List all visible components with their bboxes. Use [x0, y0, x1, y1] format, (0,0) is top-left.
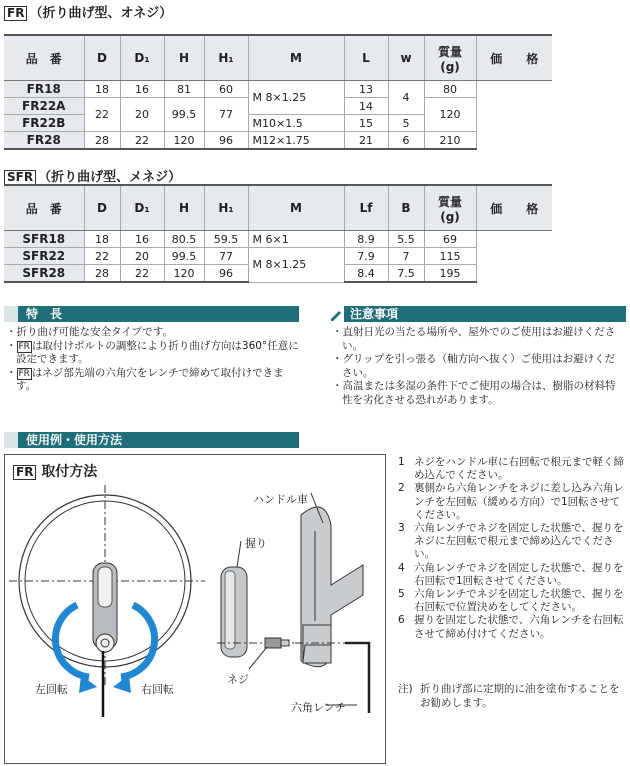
column-header: w — [388, 35, 424, 81]
cell-mass: 115 — [424, 248, 476, 265]
grip-illustration — [217, 541, 305, 669]
part-number: SFR22 — [4, 248, 84, 265]
step-text: 裏側から六角レンチをネジに差し込み六角レンチを左回転（緩める方向）で1回転させてください。 — [414, 482, 624, 521]
cell-w: 5 — [388, 115, 424, 132]
cell-h1: 60 — [204, 81, 248, 98]
cell-d: 22 — [84, 98, 120, 132]
list-item: ・高温または多湿の条件下でご使用の場合は、樹脂の材料特性を劣化させる恐れがあります。 — [332, 380, 616, 406]
cell-h1: 96 — [204, 265, 248, 283]
table-row — [4, 132, 552, 150]
cell-h: 120 — [164, 132, 204, 150]
fr-code-box: FR — [13, 465, 36, 480]
column-header: 価 格 — [476, 185, 552, 231]
features-title: 特 長 — [26, 307, 63, 321]
cell-price — [476, 265, 552, 283]
column-header: D₁ — [120, 185, 164, 231]
cell-mass: 120 — [424, 98, 476, 132]
part-number: FR18 — [4, 81, 84, 98]
step-number: 5 — [398, 588, 405, 601]
section-marker — [4, 432, 18, 448]
column-header: H — [164, 185, 204, 231]
step-text: 六角レンチでネジを固定した状態で、握りを右回転で位置決めをしてください。 — [414, 588, 624, 614]
cell-l: 21 — [344, 132, 388, 150]
cell-d: 28 — [84, 265, 120, 283]
fr-title-text: （折り曲げ型、オネジ） — [29, 6, 173, 21]
cell-d: 22 — [84, 248, 120, 265]
list-item: ・直射日光の当たる場所や、屋外でのご使用はお避けください。 — [332, 326, 616, 352]
features-list — [6, 326, 302, 394]
cell-d: 18 — [84, 231, 120, 248]
cell-h1: 77 — [204, 248, 248, 265]
fr-section-title — [4, 2, 172, 21]
cell-l: 14 — [344, 98, 388, 115]
caution-header — [328, 306, 626, 322]
cell-d: 28 — [84, 132, 120, 150]
sfr-title-text: （折り曲げ型、メネジ） — [38, 170, 182, 185]
column-header: 質量 (g) — [424, 35, 476, 81]
step-number: 6 — [398, 614, 405, 627]
step-text: 握りを固定した状態で、六角レンチを右回転させて締め付けてください。 — [414, 614, 624, 640]
footnote — [398, 682, 624, 710]
step-number: 2 — [398, 482, 405, 495]
cell-mass: 195 — [424, 265, 476, 283]
diagram-title-text: 取付方法 — [41, 464, 98, 480]
column-header: 品 番 — [4, 185, 84, 231]
step-number: 3 — [398, 522, 405, 535]
cell-price — [476, 132, 552, 150]
cell-d1: 22 — [120, 265, 164, 283]
column-header: Lf — [344, 185, 388, 231]
sfr-code-box: SFR — [4, 170, 36, 185]
cell-m: M 8×1.25 — [248, 81, 344, 115]
label-left-rotation: 左回転 — [35, 683, 68, 696]
column-header: H₁ — [204, 35, 248, 81]
sfr-section-title — [4, 166, 181, 185]
column-header: H — [164, 35, 204, 81]
part-number: SFR28 — [4, 265, 84, 283]
part-number: FR28 — [4, 132, 84, 150]
steps-list — [398, 456, 624, 641]
label-grip: 握り — [245, 537, 267, 550]
table-header-row — [4, 35, 552, 81]
column-header: H₁ — [204, 185, 248, 231]
list-item — [398, 562, 624, 588]
cell-price — [476, 98, 552, 115]
cell-d1: 16 — [120, 81, 164, 98]
part-number: FR22B — [4, 115, 84, 132]
label-handwheel: ハンドル車 — [253, 493, 308, 506]
usage-title: 使用例・使用方法 — [26, 433, 123, 447]
cell-price — [476, 248, 552, 265]
column-header: D — [84, 35, 120, 81]
cell-h: 81 — [164, 81, 204, 98]
step-number: 1 — [398, 456, 405, 468]
fr-tag: FR — [18, 341, 30, 352]
cell-h1: 59.5 — [204, 231, 248, 248]
column-header: M — [248, 185, 344, 231]
cell-lf: 7.9 — [344, 248, 388, 265]
cell-m: M12×1.75 — [248, 132, 344, 150]
note-text: 折り曲げ部に定期的に油を塗布することをお勧めします。 — [420, 683, 620, 709]
usage-header — [4, 432, 299, 448]
cell-mass: 80 — [424, 81, 476, 98]
cell-mass: 210 — [424, 132, 476, 150]
mounting-diagram — [5, 455, 385, 763]
table-row — [4, 81, 552, 98]
table-header-row — [4, 185, 552, 231]
fr-spec-table — [4, 34, 552, 150]
table-row — [4, 248, 552, 265]
step-text: 六角レンチでネジを固定した状態で、握りを右回転で1回転させてください。 — [414, 561, 624, 587]
cell-d1: 22 — [120, 132, 164, 150]
cell-h: 80.5 — [164, 231, 204, 248]
step-number: 4 — [398, 561, 405, 574]
cell-l: 15 — [344, 115, 388, 132]
cell-m: M10×1.5 — [248, 115, 344, 132]
column-header: D₁ — [120, 35, 164, 81]
label-wrench: 六角レンチ — [291, 701, 346, 714]
fr-code-box: FR — [4, 6, 27, 21]
step-text: 六角レンチでネジを固定した状態で、握りをネジに左回転で根元まで締め込んでください。 — [414, 522, 624, 561]
section-marker — [4, 306, 18, 322]
cell-h: 99.5 — [164, 248, 204, 265]
label-screw: ネジ — [227, 673, 249, 686]
cell-d1: 16 — [120, 231, 164, 248]
list-item: ・グリップを引っ張る（軸方向へ抜く）ご使用はお避けください。 — [332, 353, 616, 379]
cell-m: M 8×1.25 — [248, 248, 344, 283]
table-row — [4, 231, 552, 248]
cell-b: 7.5 — [388, 265, 424, 283]
cell-d1: 20 — [120, 248, 164, 265]
list-item: ・ FR はネジ部先端の六角穴をレンチで締めて取付けできます。 — [6, 366, 284, 392]
column-header: D — [84, 185, 120, 231]
column-header: M — [248, 35, 344, 81]
part-number: FR22A — [4, 98, 84, 115]
cell-w: 4 — [388, 81, 424, 115]
column-header: 品 番 — [4, 35, 84, 81]
list-item — [398, 614, 624, 640]
cell-price — [476, 115, 552, 132]
list-item — [398, 456, 624, 482]
caution-title: 注意事項 — [350, 307, 399, 321]
column-header: L — [344, 35, 388, 81]
caution-list — [332, 326, 624, 407]
list-item — [398, 522, 624, 562]
list-item: ・ FR は取付けボルトの調整により折り曲げ方向は360°任意に設定できます。 — [6, 339, 299, 365]
sfr-spec-table — [4, 184, 552, 283]
cell-b: 7 — [388, 248, 424, 265]
cell-h: 99.5 — [164, 98, 204, 132]
handwheel-side-illustration — [295, 493, 369, 713]
cell-price — [476, 231, 552, 248]
features-header — [4, 306, 299, 322]
list-item: ・折り曲げ可能な安全タイプです。 — [6, 326, 173, 338]
cell-h1: 96 — [204, 132, 248, 150]
cell-mass: 69 — [424, 231, 476, 248]
cell-h1: 77 — [204, 98, 248, 132]
pencil-icon — [328, 306, 344, 322]
cell-lf: 8.4 — [344, 265, 388, 283]
cell-h: 120 — [164, 265, 204, 283]
cell-m: M 6×1 — [248, 231, 344, 248]
cell-price — [476, 81, 552, 98]
cell-lf: 8.9 — [344, 231, 388, 248]
cell-d1: 20 — [120, 98, 164, 132]
step-text: ネジをハンドル車に右回転で根元まで軽く締め込んでください。 — [414, 456, 624, 482]
cell-w: 6 — [388, 132, 424, 150]
column-header: B — [388, 185, 424, 231]
cell-d: 18 — [84, 81, 120, 98]
list-item — [398, 588, 624, 614]
cell-b: 5.5 — [388, 231, 424, 248]
note-label: 注) — [398, 683, 413, 695]
label-right-rotation: 右回転 — [141, 683, 174, 696]
diagram-frame — [4, 454, 386, 764]
column-header: 質量 (g) — [424, 185, 476, 231]
cell-l: 13 — [344, 81, 388, 98]
fr-tag: FR — [18, 368, 30, 379]
list-item — [398, 482, 624, 522]
part-number: SFR18 — [4, 231, 84, 248]
column-header: 価 格 — [476, 35, 552, 81]
